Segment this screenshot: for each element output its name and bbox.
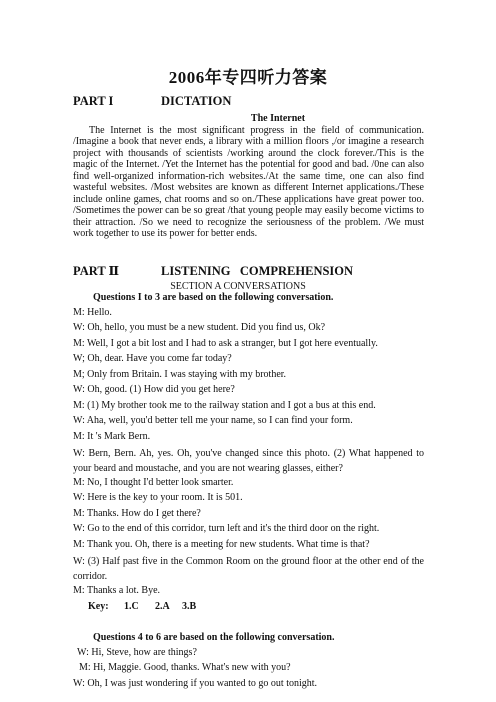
part2-number: PART Ⅱ (73, 264, 120, 278)
part1-name: DICTATION (161, 94, 232, 108)
dialogue-line: M: Hi, Maggie. Good, thanks. What's new with you? (79, 662, 291, 673)
dialogue-line: M: Thank you. Oh, there is a meeting for new students. What time is that? (73, 539, 370, 550)
section-a-heading: SECTION A CONVERSATIONS (170, 281, 306, 292)
dialogue-line: W: Oh, hello, you must be a new student. Did you find us, Ok? (73, 322, 326, 333)
dialogue-line: W: Aha, well, you'd better tell me your name, so I can find your form. (73, 415, 353, 426)
dialogue-line: W: Here is the key to your room. It is 501. (73, 492, 243, 503)
question-group-1-header: Questions I to 3 are based on the following conversation. (93, 292, 334, 303)
answer-key-item: 3.B (182, 601, 197, 612)
dialogue-line: M: Hello. (73, 307, 112, 318)
question-group-2-header: Questions 4 to 6 are based on the following conversation. (93, 632, 335, 643)
part1-heading (73, 94, 231, 109)
dialogue-line: M: Thanks. How do I get there? (73, 508, 201, 519)
dialogue-line: M; Only from Britain. I was staying with my brother. (73, 369, 287, 380)
part2-name: LISTENING COMPREHENSION (161, 264, 354, 278)
answer-key-label: Key: (88, 601, 109, 612)
answer-key-item: 1.C (124, 601, 139, 612)
part2-heading (73, 263, 353, 279)
dialogue-line: W: Hi, Steve, how are things? (77, 647, 197, 658)
dialogue-line: M: (1) My brother took me to the railway station and I got a bus at this end. (73, 400, 376, 411)
dialogue-line: W: Bern, Bern. Ah, yes. Oh, you've changed since this photo. (2) What happened to your beard and moustache, and you are not wearing glasses, either? (73, 448, 424, 474)
dialogue-line: M: No, I thought I'd better look smarter. (73, 477, 234, 488)
part1-number: PART I (73, 94, 114, 108)
dialogue-line: W: Go to the end of this corridor, turn left and it's the third door on the right. (73, 523, 380, 534)
document-title: 2006年专四听力答案 (168, 68, 328, 87)
dialogue-line: W: (3) Half past five in the Common Room on the ground floor at the other end of the corridor. (73, 556, 424, 582)
dictation-title: The Internet (250, 113, 306, 124)
answer-key-item: 2.A (155, 601, 170, 612)
dialogue-line: W: Oh, I was just wondering if you wanted to go out tonight. (73, 678, 318, 689)
dialogue-line: M: It 's Mark Bern. (73, 431, 151, 442)
dictation-text: The Internet is the most significant progress in the field of communication. /Imagine a book that never ends, a library with a million floors ,/or imagine a research project with thousands of scientists /working around the clock forever./This is the magic of the Internet. /Yet the Internet has the potential for good and bad. /0ne can also find well-organized information-rich websites./At the same time, one can also find wasteful websites. /Most websites are known as different Internet applications./These include online games, chat rooms and so on./These applications have great power too. /Sometimes the power can be so great /that young people may easily become victims to their attraction. /So we need to recognize the seriousness of the problem. /We must work together to use its power for better ends. (73, 125, 424, 240)
dialogue-line: M: Well, I got a bit lost and I had to ask a stranger, but I got here eventually. (73, 338, 378, 349)
dialogue-line: W: Oh, good. (1) How did you get here? (73, 384, 235, 395)
dialogue-line: W; Oh, dear. Have you come far today? (73, 353, 232, 364)
answer-key (88, 601, 196, 612)
dialogue-line: M: Thanks a lot. Bye. (73, 585, 161, 596)
